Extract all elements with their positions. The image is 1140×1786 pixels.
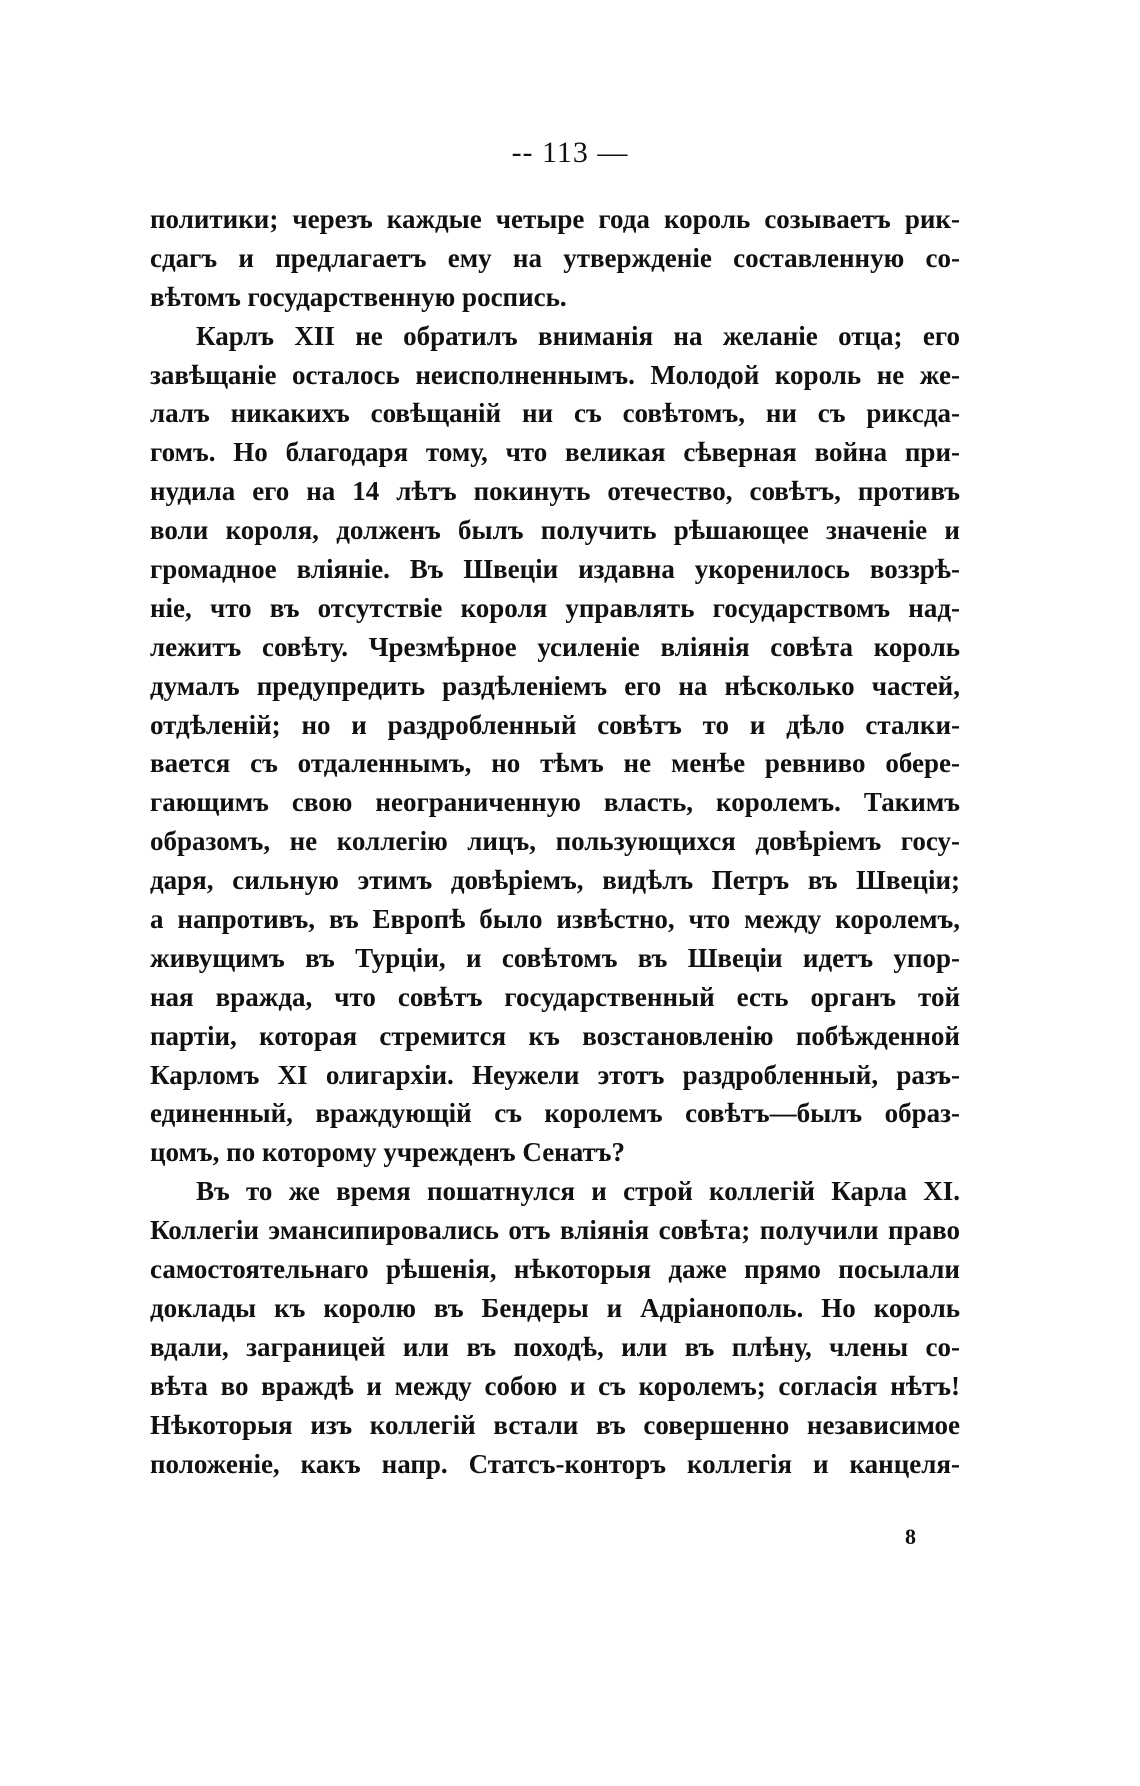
text-line: отдѣленій; но и раздробленный совѣтъ то и дѣло сталки- xyxy=(150,709,960,740)
text-line: гающимъ свою неограниченную власть, королемъ. Такимъ xyxy=(150,787,960,818)
text-line: живущимъ въ Турціи, и совѣтомъ въ Швеціи идетъ упор- xyxy=(150,942,960,973)
text-line: гомъ. Но благодаря тому, что великая сѣверная война при- xyxy=(150,437,960,468)
text-line: ная вражда, что совѣтъ государственный есть органъ той xyxy=(150,981,960,1012)
text-line: даря, сильную этимъ довѣріемъ, видѣлъ Петръ въ Швеціи; xyxy=(150,865,960,896)
text-line: партіи, которая стремится къ возстановленію побѣжденной xyxy=(150,1020,960,1051)
text-line: Коллегіи эмансипировались отъ вліянія совѣта; получили право xyxy=(150,1215,960,1246)
text-line: завѣщаніе осталось неисполненнымъ. Молодой король не же- xyxy=(150,359,960,390)
text-line: лалъ никакихъ совѣщаній ни съ совѣтомъ, ни съ риксда- xyxy=(150,398,960,429)
text-line: Въ то же время пошатнулся и строй коллегій Карла XI. xyxy=(196,1176,960,1207)
text-line: вѣтомъ государственную роспись. xyxy=(150,281,567,312)
text-line: воли короля, долженъ былъ получить рѣшающее значеніе и xyxy=(150,515,960,546)
text-line: доклады къ королю въ Бендеры и Адріанополь. Но король xyxy=(150,1292,960,1323)
body-text xyxy=(150,200,960,1483)
text-line: сдагъ и предлагаетъ ему на утвержденіе составленную со- xyxy=(150,242,960,273)
text-line: единенный, враждующій съ королемъ совѣтъ—былъ образ- xyxy=(150,1098,960,1129)
text-line: лежитъ совѣту. Чрезмѣрное усиленіе вліянія совѣта король xyxy=(150,631,960,662)
text-line: цомъ, по которому учрежденъ Сенатъ? xyxy=(150,1137,626,1168)
text-line: Карломъ XI олигархіи. Неужели этотъ раздробленный, разъ- xyxy=(150,1059,960,1090)
text-line: Нѣкоторыя изъ коллегій встали въ совершенно независимое xyxy=(150,1409,960,1440)
page-number: -- 113 — xyxy=(511,136,629,169)
text-line: ніе, что въ отсутствіе короля управлять государствомъ над- xyxy=(150,592,960,623)
text-line: вдали, заграницей или въ походѣ, или въ плѣну, члены со- xyxy=(150,1331,960,1362)
text-line: Карлъ XII не обратилъ вниманія на желаніе отца; его xyxy=(196,320,960,351)
text-line: думалъ предупредить раздѣленіемъ его на нѣсколько частей, xyxy=(150,670,960,701)
text-line: нудила его на 14 лѣтъ покинуть отечество, совѣтъ, противъ xyxy=(150,476,960,507)
text-line: самостоятельнаго рѣшенія, нѣкоторыя даже прямо посылали xyxy=(150,1254,960,1285)
text-line: вѣта во враждѣ и между собою и съ королемъ; согласія нѣтъ! xyxy=(150,1370,960,1401)
text-line: а напротивъ, въ Европѣ было извѣстно, что между королемъ, xyxy=(150,904,960,935)
text-line: вается съ отдаленнымъ, но тѣмъ не менѣе ревниво обере- xyxy=(150,748,960,779)
text-line: громадное вліяніе. Въ Швеціи издавна укоренилось воззрѣ- xyxy=(150,554,960,585)
text-line: положеніе, какъ напр. Статсъ-конторъ коллегія и канцеля- xyxy=(150,1448,960,1479)
signature-mark: 8 xyxy=(905,1524,916,1549)
text-line: политики; черезъ каждые четыре года король созываетъ рик- xyxy=(150,204,960,234)
text-line: образомъ, не коллегію лицъ, пользующихся довѣріемъ госу- xyxy=(150,826,960,857)
